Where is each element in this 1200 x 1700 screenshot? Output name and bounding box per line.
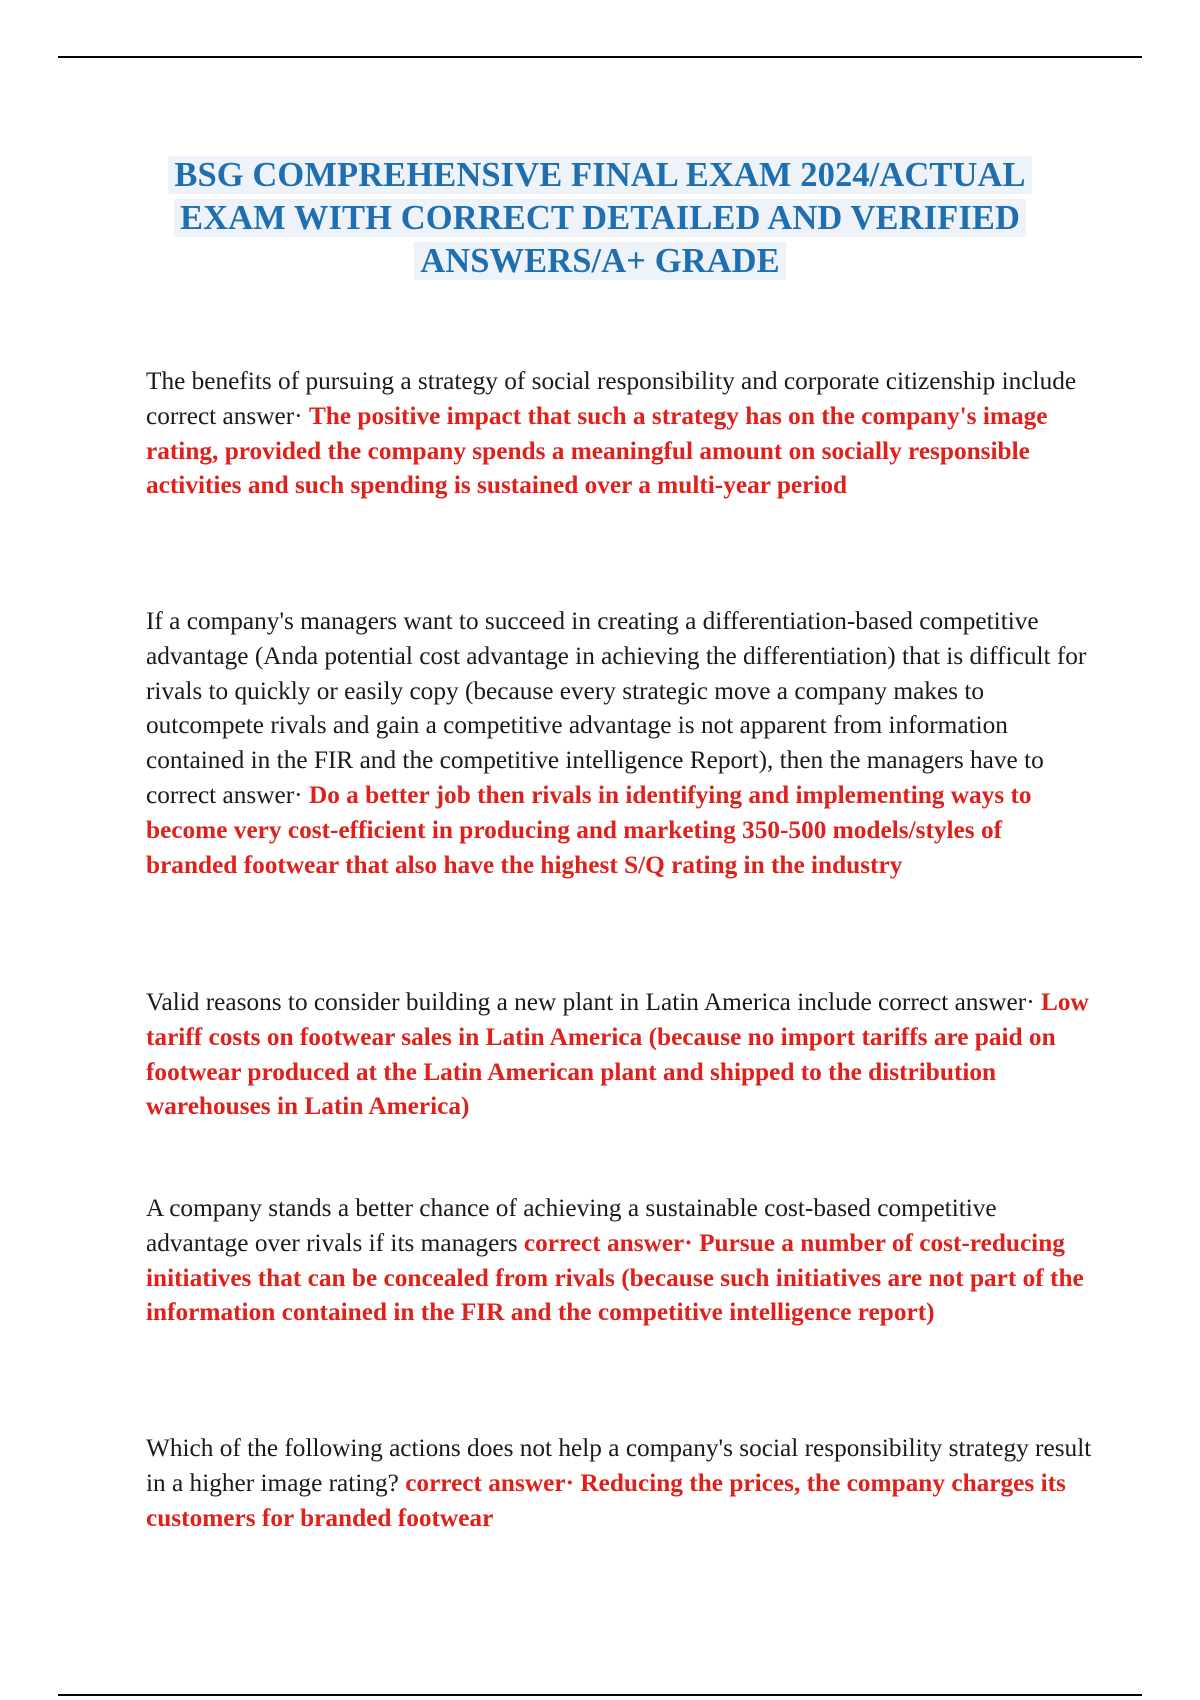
top-rule — [58, 56, 1142, 58]
answer-text: Low tariff costs on footwear sales in Latin America (because no import tariffs are paid on footwear produced at the Latin American plant and shipped to the distribution warehouses in Latin America) — [146, 988, 1089, 1121]
question-text: The benefits of pursuing a strategy of social responsibility and corporate citizenship include — [146, 367, 1077, 395]
answer-marker: correct answer· — [405, 1468, 575, 1497]
answer-marker: correct answer· — [146, 780, 303, 809]
answer-text: Reducing the prices, the company charges its customers for branded footwear — [146, 1468, 1066, 1532]
document-title: BSG COMPREHENSIVE FINAL EXAM 2024/ACTUAL EXAM WITH CORRECT DETAILED AND VERIFIED ANSWERS/A+ GRADE — [168, 156, 1031, 280]
question-text: If a company's managers want to succeed in creating a differentiation-based competitive advantage (Anda potential cost advantage in achieving the differentiation) that is difficult for rivals to quickly or easily copy (because every strategic move a company makes to outcompete rivals and gain a competitive advantage is not apparent from information contained in the FIR and the competitive intelligence Report), then the managers have to — [146, 607, 1087, 775]
qa-item — [146, 985, 1096, 1124]
answer-marker: correct answer· — [523, 1228, 693, 1257]
qa-item — [146, 1191, 1096, 1330]
question-text: A company stands a better chance of achieving a sustainable cost-based competitive advantage over rivals if its managers — [146, 1194, 997, 1257]
answer-marker: correct answer· — [146, 401, 303, 430]
answer-text: The positive impact that such a strategy has on the company's image rating, provided the company spends a meaningful amount on socially responsible activities and such spending is sustained over a multi-year period — [146, 401, 1048, 500]
title-block — [120, 154, 1080, 283]
answer-marker: correct answer· — [878, 988, 1035, 1016]
qa-item — [146, 364, 1096, 503]
bottom-rule — [58, 1694, 1142, 1696]
answer-text: Do a better job then rivals in identifying and implementing ways to become very cost-efficient in producing and marketing 350-500 models/styles of branded footwear that also have the highest S/Q rating in the industry — [146, 780, 1032, 879]
question-text: Valid reasons to consider building a new plant in Latin America include — [146, 988, 872, 1016]
question-text: Which of the following actions does not help a company's social responsibility strategy result in a higher image rating? — [146, 1434, 1092, 1497]
answer-text: Pursue a number of cost-reducing initiatives that can be concealed from rivals (because such initiatives are not part of the information contained in the FIR and the competitive intelligence report) — [146, 1228, 1084, 1327]
qa-item — [146, 604, 1096, 882]
qa-item — [146, 1431, 1096, 1535]
